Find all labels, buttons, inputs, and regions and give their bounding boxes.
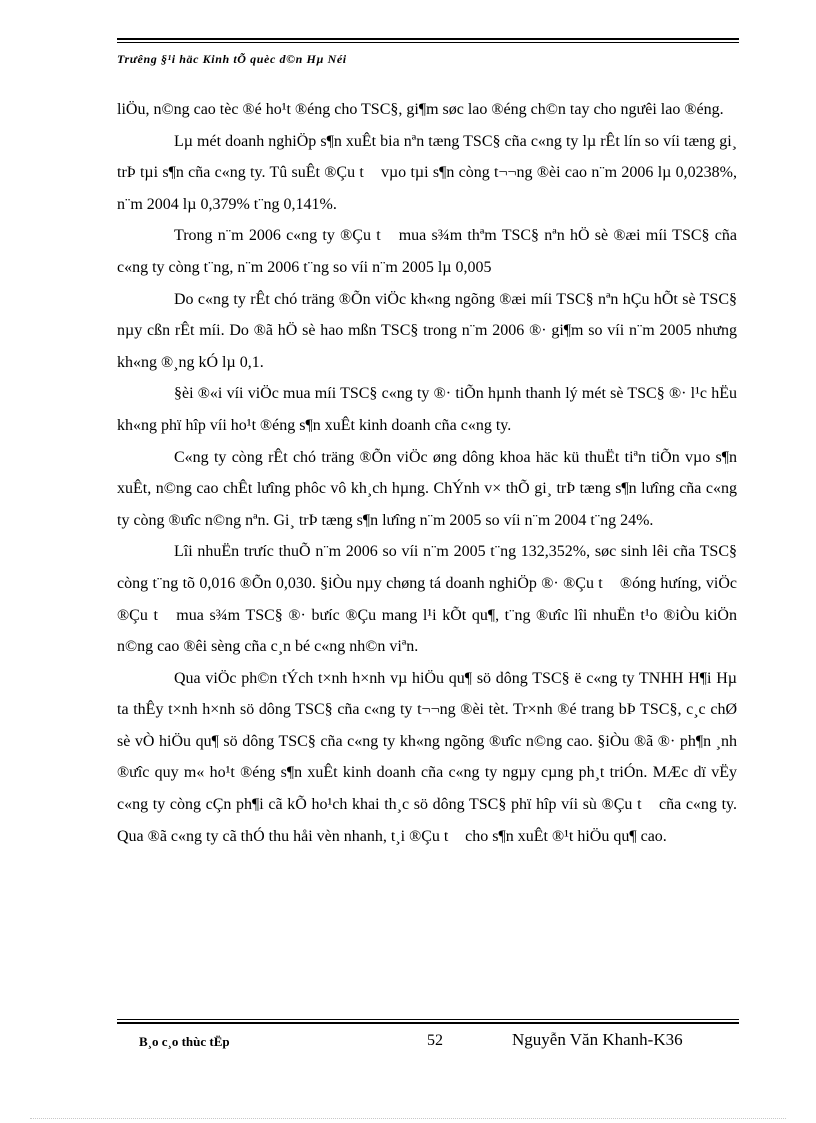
footer-rule-thick [117,1022,739,1024]
paragraph-5: §èi ®«i víi viÖc mua míi TSC§ c«ng ty ®· tiÕn hµnh thanh lý mét sè TSC§ ®· l¹c hËu kh«ng phï hîp víi ho¹t ®éng s¶n xuÊt kinh doanh cña c«ng ty. [117,385,737,434]
paragraph-8: Qua viÖc ph©n tÝch t×nh h×nh vµ hiÖu qu¶ sö dông TSC§ ë c«ng ty TNHH H¶i Hµ ta thÊy t×nh h×nh sö dông TSC§ cña c«ng ty t¬¬ng ®èi tèt. Tr×nh ®é trang bÞ TSC§, c¸c chØ sè vÒ hiÖu qu¶ sö dông TSC§ cña c«ng ty kh«ng ngõng ®ưîc n©ng cao. §iÒu ®ã ®· ph¶n ¸nh ®ưîc quy m« ho¹t ®éng s¶n xuÊt kinh doanh cña c«ng ty ngµy cµng ph¸t triÓn. MÆc dï vËy c«ng ty còng cÇn ph¶i cã kÕ ho¹ch khai th¸c sö dông TSC§ phï hîp víi sù ®Çu t cña c«ng ty. Qua ®ã c«ng ty cã thÓ thu håi vèn nhanh, t¸i ®Çu t cho s¶n xuÊt ®¹t hiÖu qu¶ cao. [117,669,737,845]
paragraph-4: Do c«ng ty rÊt chó träng ®Õn viÖc kh«ng ngõng ®æi míi TSC§ nªn hÇu hÕt sè TSC§ nµy cßn rÊt míi. Do ®ã hÖ sè hao mßn TSC§ trong n¨m 2006 ®· gi¶m so víi n¨m 2005 nhưng kh«ng ®¸ng kÓ lµ 0,1. [117,290,737,371]
body-text [117,94,737,852]
paragraph-1: liÖu, n©ng cao tèc ®é ho¹t ®éng cho TSC§, gi¶m søc lao ®éng ch©n tay cho ngưêi lao ®éng. [117,101,724,118]
header-rule-thin [117,42,739,43]
footer-report-label: B¸o c¸o thùc tËp [139,1034,230,1049]
footer-author: Nguyễn Văn Khanh-K36 [512,1030,683,1049]
page-bottom-dotted-line [30,1118,786,1119]
paragraph-2: Lµ mét doanh nghiÖp s¶n xuÊt bia nªn tæng TSC§ cña c«ng ty lµ rÊt lín so víi tæng gi¸ trÞ tµi s¶n cña c«ng ty. Tû suÊt ®Çu t vµo tµi s¶n còng t¬¬ng ®èi cao n¨m 2006 lµ 0,0238%, n¨m 2004 lµ 0,379% t¨ng 0,141%. [117,132,737,213]
footer-rule-thin [117,1019,739,1020]
header-rule-thick [117,38,739,40]
header-title: Trưêng §¹i häc Kinh tÕ quèc d©n Hµ Néi [117,52,347,66]
paragraph-7: Lîi nhuËn trưíc thuÕ n¨m 2006 so víi n¨m 2005 t¨ng 132,352%, søc sinh lêi cña TSC§ còng t¨ng tõ 0,016 ®Õn 0,030. §iÒu nµy chøng tá doanh nghiÖp ®· ®Çu t ®óng hưíng, viÖc ®Çu t mua s¾m TSC§ ®· bưíc ®Çu mang l¹i kÕt qu¶, t¨ng ®ưîc lîi nhuËn t¹o ®iÒu kiÖn n©ng cao ®êi sèng cña c¸n bé c«ng nh©n viªn. [117,543,737,656]
paragraph-6: C«ng ty còng rÊt chó träng ®Õn viÖc øng dông khoa häc kü thuËt tiªn tiÕn vµo s¶n xuÊt, n©ng cao chÊt lưîng phôc vô kh¸ch hµng. ChÝnh v× thÕ gi¸ trÞ tæng s¶n lưîng cña c«ng ty còng ®ưîc n©ng nªn. Gi¸ trÞ tæng s¶n lưîng n¨m 2005 so víi n¨m 2004 t¨ng 24%. [117,448,737,529]
paragraph-3: Trong n¨m 2006 c«ng ty ®Çu t mua s¾m thªm TSC§ nªn hÖ sè ®æi míi TSC§ cña c«ng ty còng t¨ng, n¨m 2006 t¨ng so víi n¨m 2005 lµ 0,005 [117,227,737,276]
page-number: 52 [427,1032,443,1049]
